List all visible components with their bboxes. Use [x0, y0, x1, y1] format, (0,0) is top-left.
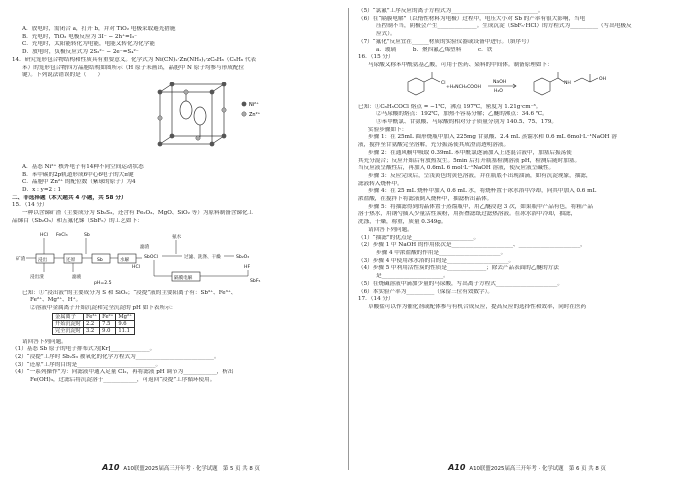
ph-header-cell: 金属离子: [53, 313, 84, 320]
q16-step-line: 步骤 5：将抽滤得到的晶体置于蒸馏瓶中，用乙醚浸泡 3 次，如果瓶中产品有色，将粗产品: [368, 203, 594, 210]
q15-known-3: ②溶液中金属离子开始沉淀和完全沉淀的 pH 如下表所示：: [30, 304, 177, 311]
q16-step-line: 步骤 3：反应完成后，呈浅黄色的黄色溶液，并在瓶底不出现油滴，如有沉淀现象，抽滤，: [368, 172, 592, 179]
q16-question-line: （1）“抽滤”的优点是______________________。: [358, 234, 480, 241]
ph-header-cell: Fe³⁺: [83, 313, 99, 320]
q16-question-line: （2）步骤 1 中 NaOH 的作用依次是______________________、______________________，: [358, 242, 586, 249]
right-column: [358, 0, 692, 478]
q15-flow-chart: [12, 228, 350, 288]
q16-title: 16．（15 分）: [358, 54, 394, 61]
product-oh: OH: [599, 76, 607, 82]
flow-box-leach: 浸出: [38, 257, 48, 263]
q16-steps-intro: 实验步骤如下：: [368, 126, 408, 133]
q16-reaction-scheme: [358, 72, 692, 102]
brand-logo: A10: [102, 463, 120, 473]
footer-text: A10联盟2025届高三开年考 · 化学试题 第 5 页 共 8 页: [123, 466, 260, 473]
ph-header-cell: Mg²⁺: [116, 313, 134, 320]
reagent-glycine: +H₂NCH₂COOH: [446, 84, 481, 90]
flow-sbocl: SbOCl: [144, 254, 158, 260]
flow-ore: 矿渣: [16, 256, 26, 262]
flow-filter-wash: 过滤、洗涤、干燥: [184, 254, 221, 260]
q13-option-c: C．充电时，太阳能转化为电能，电能又转化为化学能: [22, 41, 155, 48]
q16-question-intro: 请回答下列问题。: [368, 226, 413, 233]
q16-question-line: （5）在烧碱溶液中滴加少量的马尿酸，写出离子方程式______________________。: [358, 280, 563, 287]
ph-header-cell: Fe²⁺: [100, 313, 116, 320]
ph-cell: 9.6: [116, 320, 134, 327]
flow-sb-top: Sb: [84, 232, 90, 238]
q15-question-6c: 应式）。: [376, 31, 396, 38]
q16-known-2: ②马尿酸的熔点：192℃，加热不容易分解；乙醚的沸点：34.6 ℃。: [376, 111, 548, 118]
ni-legend-dot: [242, 102, 247, 107]
flow-box-return: 还原: [66, 257, 76, 263]
q16-question-line: （4）步骤 5 中利用活性炭的性质是______________；除去产品表面的乙醚的方法: [358, 265, 559, 272]
flow-box-hydrolysis: 水解: [120, 257, 130, 263]
q15-known-1: 已知：①“浸出液”的主要成分为 S 和 SiO₂；“浸提”液的主要阳离子有：Sb³⁺、Fe³⁺、: [22, 289, 237, 296]
q15-question-2: （2）“浸提”工序时 Sb₂S₃ 被氧化的化学方程式为____________________________。: [12, 354, 220, 361]
product-nh: NH: [564, 80, 571, 86]
q16-step-line: 滤液转入烧杯中。: [358, 180, 403, 187]
zn-legend-dot: [242, 112, 246, 116]
q16-step-line: 步骤 2：在通风橱中吸取 0.39mL 苯甲酰氯逐滴加入上述混合液中，加塞后振荡使: [368, 149, 572, 156]
q14-option-a: A．基态 Ni²⁺ 核外电子有14种不同空间运动状态: [22, 163, 144, 170]
q15-question-4a: （4）“一系列操作”为：向滤液中通入足量 Cl₂，再将滤液 pH 调节为____________，析出: [12, 369, 234, 376]
cond-h2o: H₂O: [494, 88, 503, 94]
flow-box-electro: 隔膜电解: [174, 275, 193, 281]
cond-naoh: NaOH: [493, 79, 507, 85]
q14-stem-1: 14．研究笼形包合物结构和性质具有重要意义。化学式为 Ni(CN)ₓ·Zn(NH₃)ᵧ·zC₆H₆（C₆H₆ 代表: [12, 56, 257, 63]
q13-option-b: B．充电时，TiO₂ 电极反应为 3I⁻ − 2h⁺=I₃⁻: [22, 33, 138, 40]
zn-legend-label: Zn²⁺: [249, 111, 261, 118]
q15-question-4b: Fe(OH)₃，过滤后将沉淀溶于____________，可返回“浸提”工序循环使用。: [30, 377, 216, 384]
flow-leach-slag: 浸出渣: [30, 274, 44, 280]
q16-step-line: 液，搅拌至甘氨酸完全溶解，充分振荡使其成澄清透明溶液。: [358, 142, 510, 149]
flow-ph: pH=2.5: [94, 280, 112, 286]
q16-step-line: 当反应液呈酸性后，再加入 0.6mL 6 mol·L⁻¹NaOH 溶液，使反应液呈碱性。: [358, 165, 555, 172]
footer-text: A10联盟2025届高三开年考 · 化学试题 第 6 页 共 8 页: [469, 466, 606, 473]
q16-question-line: （6）本实验产率为__________（保留三位有效数字）。: [358, 288, 494, 295]
flow-hcl2: HCl: [132, 264, 140, 270]
q15-question-1: （1）基态 Sb 原子的电子排布式为[Kr]______________。: [12, 346, 156, 353]
q15-question-3: （3）“还原”工序的目的是____________________________。: [12, 361, 162, 368]
q16-question-line: （3）步骤 4 中使用冰水浴的目的是______________________。: [358, 257, 515, 264]
process-flow-diagram: [12, 228, 350, 288]
column-divider: [348, 8, 349, 470]
q17-title: 17．（14 分）: [358, 296, 394, 303]
q15-question-5: （5）“氯氟”工序反应的离子方程式为_______________________________。: [358, 8, 544, 14]
q16-question-line: 步骤 4 中浓盐酸的作用是______________________。: [376, 249, 507, 256]
flow-sb2o3: Sb₂O₃: [236, 254, 250, 260]
q16-step-line: 其充分混合；反应开始后有放热发生。5min 后打开瓶塞检测溶液 pH，检测后随时加塞。: [358, 157, 581, 164]
ph-cell: 3.2: [83, 327, 99, 334]
q15-stem-1: 一种以含锑矿渣（主要成分为 Sb₂S₃，还含有 Fe₂O₃、MgO、SiO₂ 等）为原料制备含锑化工: [22, 210, 254, 217]
q15-title: 15．（14 分）: [12, 202, 48, 209]
q14-stem-3: 键）。下列说法错误的是（ ）: [22, 72, 104, 79]
ph-cell: 完全沉淀时: [53, 327, 84, 334]
ph-cell: 11.1: [116, 327, 134, 334]
q14-option-c: C．晶胞中 Zn²⁺ 的配位数（紫球的原子）为4: [22, 179, 136, 186]
q16-stem: 马尿酸又称苯甲酰氨基乙酸，可用于医药、染料的中间体。制备原理如下：: [368, 61, 553, 68]
q14-option-b: B．苯中碳的2p轨道形成6中心6电子的大π键: [22, 171, 134, 178]
q17-stem: 草酸盐可以作为催化剂或配体参与有机合成反应，提高反应的选择性和效率，同时在医药: [368, 303, 587, 310]
ph-table-header: [53, 313, 135, 320]
svg-text:Cl: Cl: [441, 80, 446, 86]
flow-filtrate: 滤液: [72, 274, 82, 280]
ph-cell: 2.2: [83, 320, 99, 327]
q16-step-line: 洗涤，干燥，称重，质量 0.349g。: [358, 219, 447, 226]
table-row: [53, 320, 135, 327]
reaction-scheme-drawing: [358, 72, 692, 102]
q15-question-7-options: a．玻璃 b．聚四氟乙烯塑料 c．铁: [376, 46, 493, 53]
section-2-heading: 二、非选择题（本大题共 4 小题，共 58 分）: [12, 194, 127, 201]
ph-cell: 开始沉淀时: [53, 320, 84, 327]
q14-stem-2: 苯）的笼形包合物四方晶胞结构如图所示（H 原子未画出，晶胞中 N 原子均参与形成配位: [22, 64, 245, 71]
page-footer-left: [12, 464, 350, 474]
q15-question-7: （7）“氟化”反应宜在______材质的实验仪器或设备中进行。（填序号）: [358, 38, 533, 45]
ni-legend-label: Ni²⁺: [249, 101, 259, 108]
q16-known-1: 已知：①C₆H₅COCl 熔点 = −1℃，沸点 197℃，密度为 1.21g·cm⁻³。: [358, 103, 542, 110]
flow-nh3: 氨水: [172, 234, 182, 240]
q16-step-line: 步骤 1：在 25mL 圆形烧瓶中加入 225mg 甘氨酸、2.4 mL 蒸馏水和 0.6 mL 6mol·L⁻¹NaOH 溶: [368, 134, 617, 141]
left-column: [12, 0, 350, 478]
flow-hcl: HCl: [40, 232, 48, 238]
flow-box-sb: Sb: [97, 257, 103, 263]
ph-cell: 7.5: [100, 320, 116, 327]
table-row: [53, 327, 135, 334]
flow-sbf5: SbF₅: [250, 278, 261, 284]
flow-slag: 滤渣: [140, 244, 150, 250]
q16-known-3: ③苯甲酰氯、甘氨酸、马尿酸的相对分子质量分别为 140.5、75、179。: [376, 119, 558, 126]
q15-question-6b: 压控制不当，阴极会产生______________。生成沉淀（SbF₅·HCl）的方程式为__________（写出电极反: [376, 23, 632, 30]
q14-crystal-figure: [12, 82, 350, 162]
q14-option-d: D．x : y=2 : 1: [22, 187, 62, 194]
crystal-cell-drawing: [12, 82, 350, 162]
q15-question-intro: 请回答下列问题。: [22, 338, 67, 345]
q13-option-d: D．放电时，负极反应式为 2S₂²⁻ − 2e⁻=S₄²⁻: [22, 49, 139, 56]
flow-fecl3: FeCl₃: [56, 232, 68, 238]
q15-known-2: Fe²⁺、Mg²⁺、H⁺。: [30, 297, 82, 304]
q16-step-line: 步骤 4：在 25 mL 烧杯中加入 0.6 mL 水，将烧杯置于冰水浴中冷却，向其中加入 0.6 mL: [368, 188, 597, 195]
brand-logo: A10: [448, 463, 466, 473]
ph-table: [52, 313, 135, 335]
q15-question-6a: （6）在“隔膜电解”（以惰性材料为电极）过程中，电压大小对 Sb 的产率有很大影响，当电: [358, 15, 586, 22]
flow-hf: HF: [244, 264, 251, 270]
page-footer-right: [358, 464, 692, 474]
q16-step-line: 浓盐酸，在搅拌下将滤液倒入烧杯中，抽滤析出晶体。: [358, 196, 493, 203]
q13-option-a: A．放电时，需闭合 a，打开 b，并对 TiO₂ 电极采取避光措施: [22, 26, 176, 32]
q15-stem-2: 品锑白（Sb₂O₃）和五氟化锑（SbF₅）的工艺如下：: [12, 217, 143, 224]
ph-cell: 9.0: [100, 327, 116, 334]
q16-question-line: 是______________________。: [376, 273, 449, 280]
q16-step-line: 溶于热水，用钢勺插入少量活性炭粉，用折叠滤纸过滤热溶液。在冰水浴中冷却，抽滤，: [358, 211, 577, 218]
